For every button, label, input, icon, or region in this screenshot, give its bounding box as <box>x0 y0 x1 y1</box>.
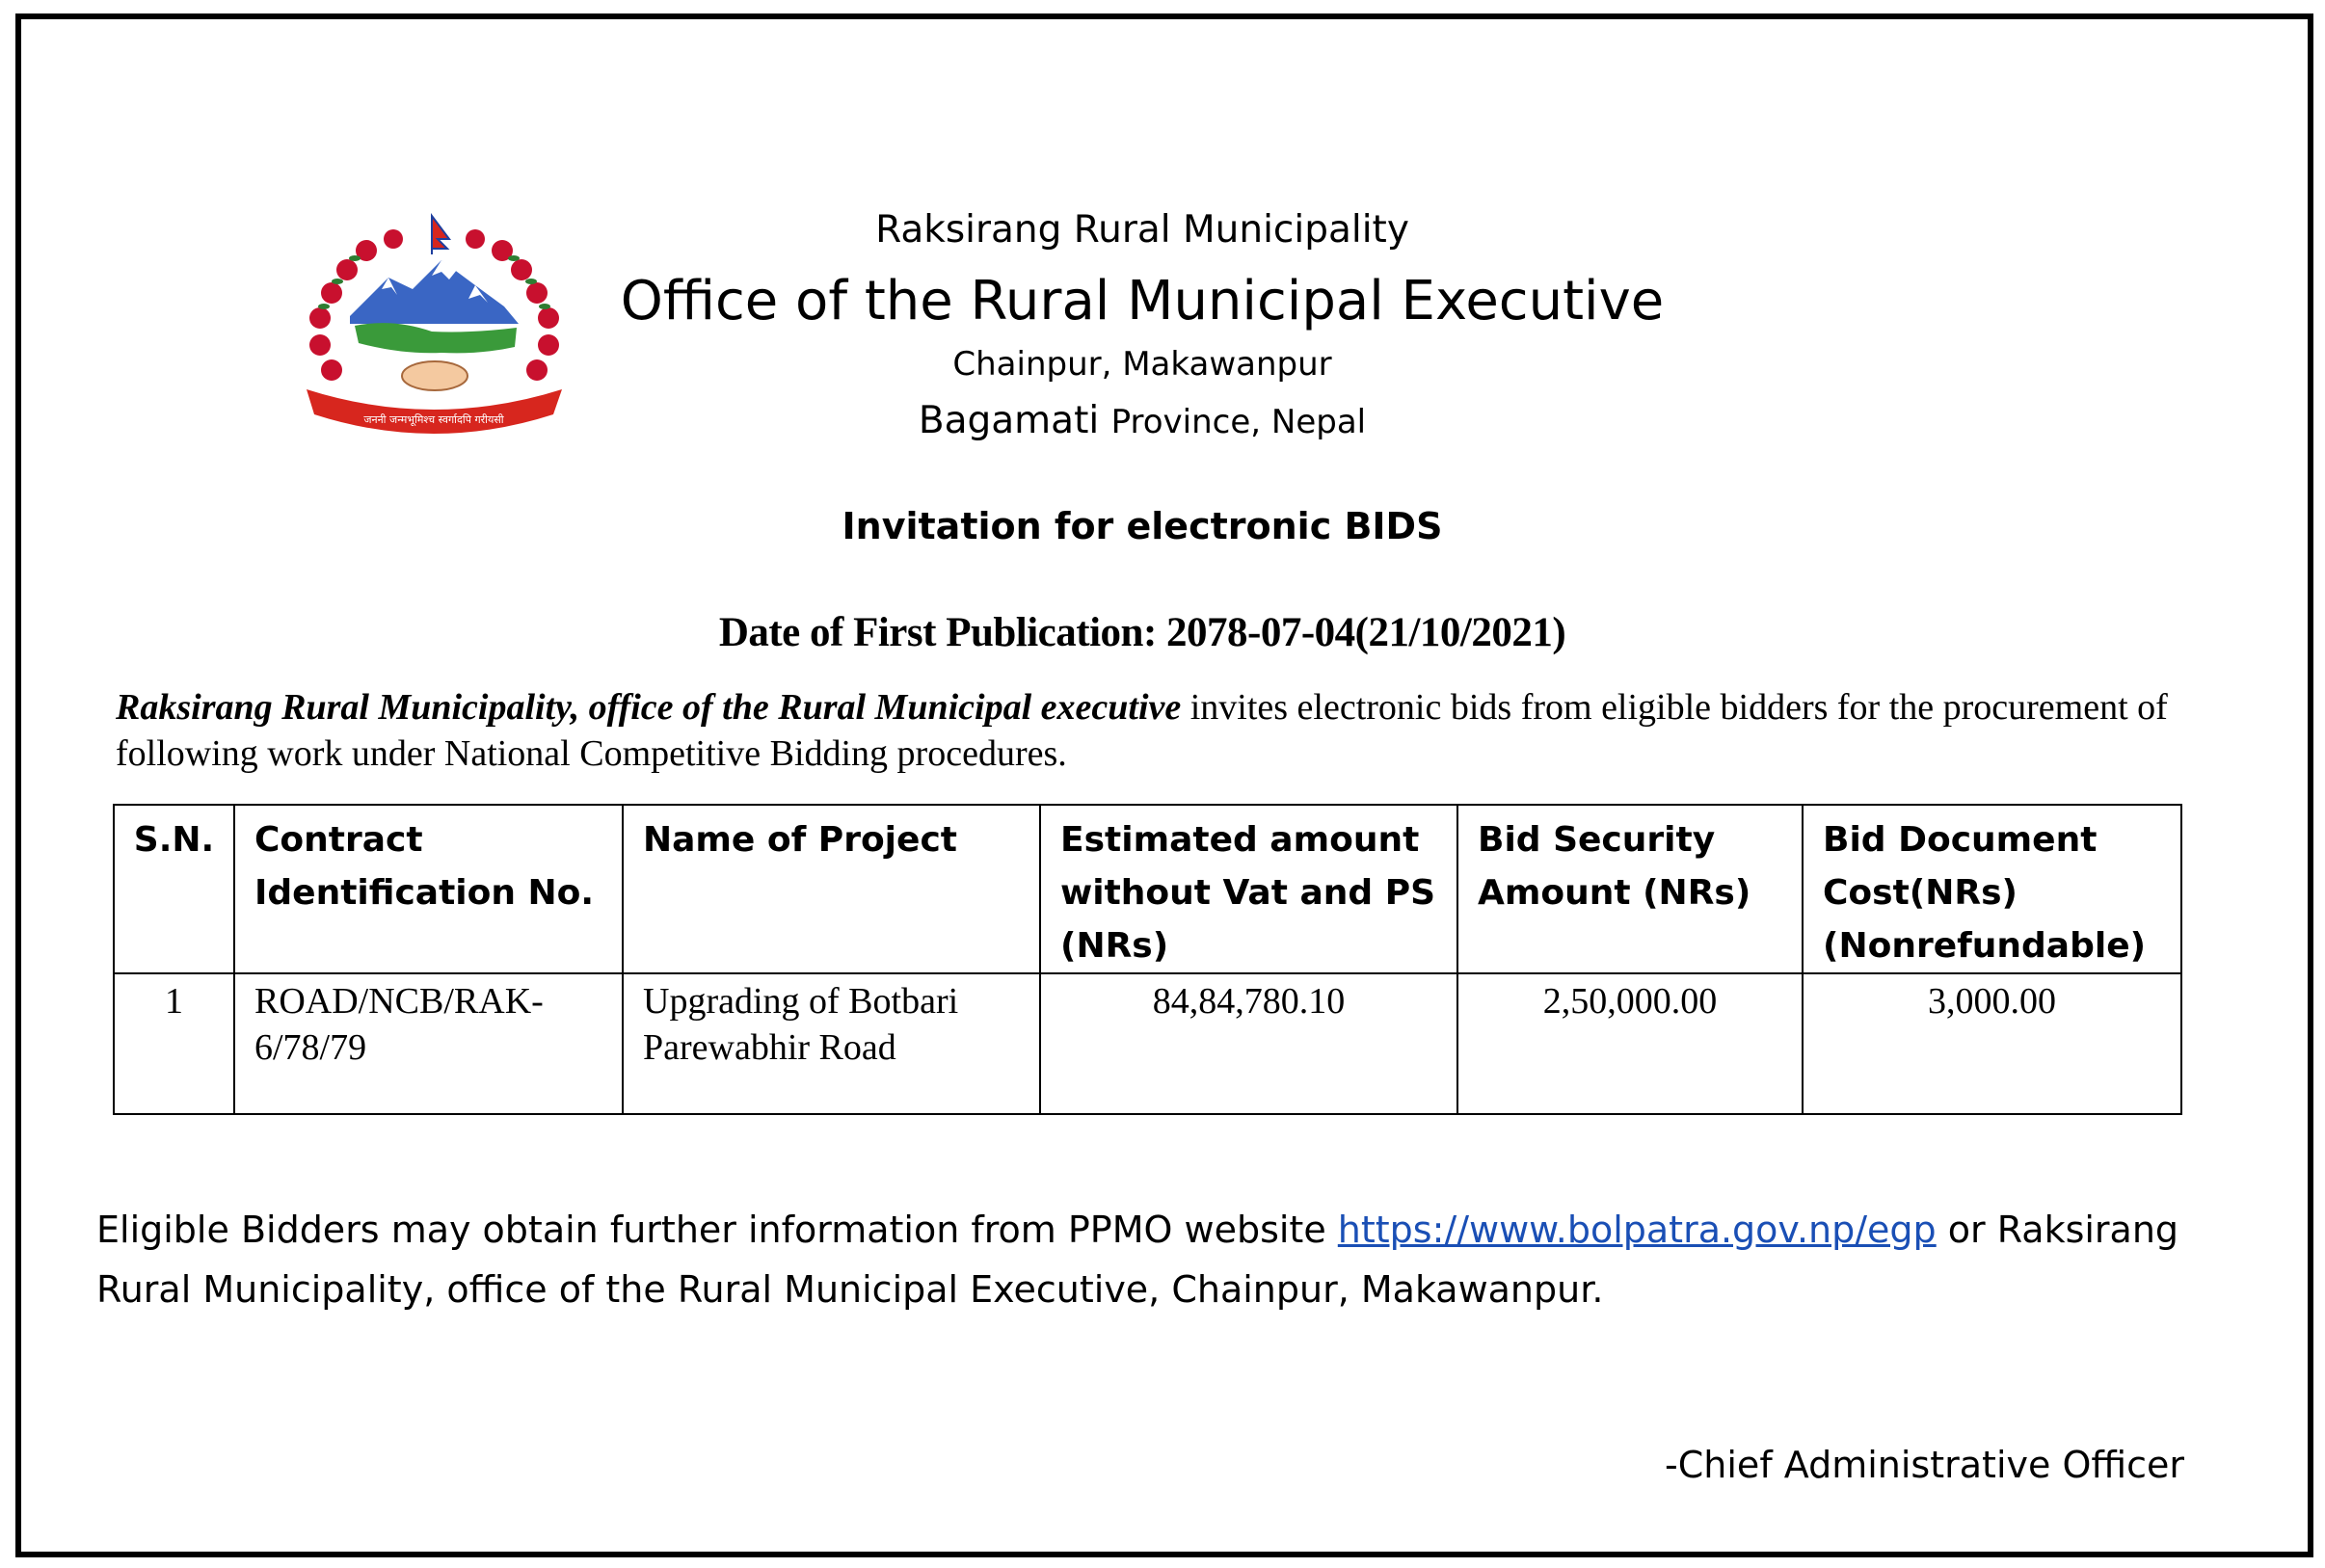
office-location: Chainpur, Makawanpur <box>952 345 1332 384</box>
notice-title: Invitation for electronic BIDS <box>842 505 1443 547</box>
province-name: Bagamati <box>918 399 1100 442</box>
info-text-after: or Raksirang Rural Municipality, office of the Rural Municipal Executive, Chainpur, Makawanpur. <box>96 1209 2179 1311</box>
table-row <box>114 973 2181 1114</box>
province-suffix: Province, Nepal <box>1110 403 1367 441</box>
municipality-name: Raksirang Rural Municipality <box>875 208 1409 252</box>
col-header-sn: S.N. <box>114 805 234 973</box>
intro-rest: invites electronic bids from eligible bidders for the procurement of following work under National Competitive Bidding procedures. <box>116 687 2168 774</box>
office-title: Office of the Rural Municipal Executive <box>620 270 1665 332</box>
info-text-before: Eligible Bidders may obtain further information from PPMO website <box>96 1209 1338 1251</box>
government-emblem-icon <box>297 210 572 459</box>
ppmo-website-link[interactable]: https://www.bolpatra.gov.np/egp <box>1337 1209 1937 1251</box>
table-header-row <box>114 805 2181 973</box>
col-header-project: Name of Project <box>623 805 1040 973</box>
col-header-contract-id: Contract Identification No. <box>234 805 623 973</box>
col-header-doc-cost: Bid Document Cost(NRs) (Nonrefundable) <box>1803 805 2181 973</box>
col-header-estimate: Estimated amount without Vat and PS (NRs) <box>1040 805 1457 973</box>
bid-table <box>113 804 2182 1115</box>
intro-lead: Raksirang Rural Municipality, office of the Rural Municipal executive <box>116 687 1182 728</box>
further-info-paragraph <box>96 1200 2217 1319</box>
publication-date: Date of First Publication: 2078-07-04(21/10/2021) <box>718 610 1566 655</box>
signature: -Chief Administrative Officer <box>1665 1444 2184 1486</box>
cell-doc-cost: 3,000.00 <box>1803 973 2181 1114</box>
emblem-motto: जननी जन्मभूमिश्च स्वर्गादपि गरीयसी <box>363 413 504 426</box>
cell-estimate: 84,84,780.10 <box>1040 973 1457 1114</box>
cell-security: 2,50,000.00 <box>1457 973 1803 1114</box>
province-line <box>578 399 1706 442</box>
cell-sn: 1 <box>114 973 234 1114</box>
intro-paragraph <box>116 684 2188 777</box>
cell-project: Upgrading of Botbari Parewabhir Road <box>623 973 1040 1114</box>
col-header-security: Bid Security Amount (NRs) <box>1457 805 1803 973</box>
cell-contract-id: ROAD/NCB/RAK-6/78/79 <box>234 973 623 1114</box>
